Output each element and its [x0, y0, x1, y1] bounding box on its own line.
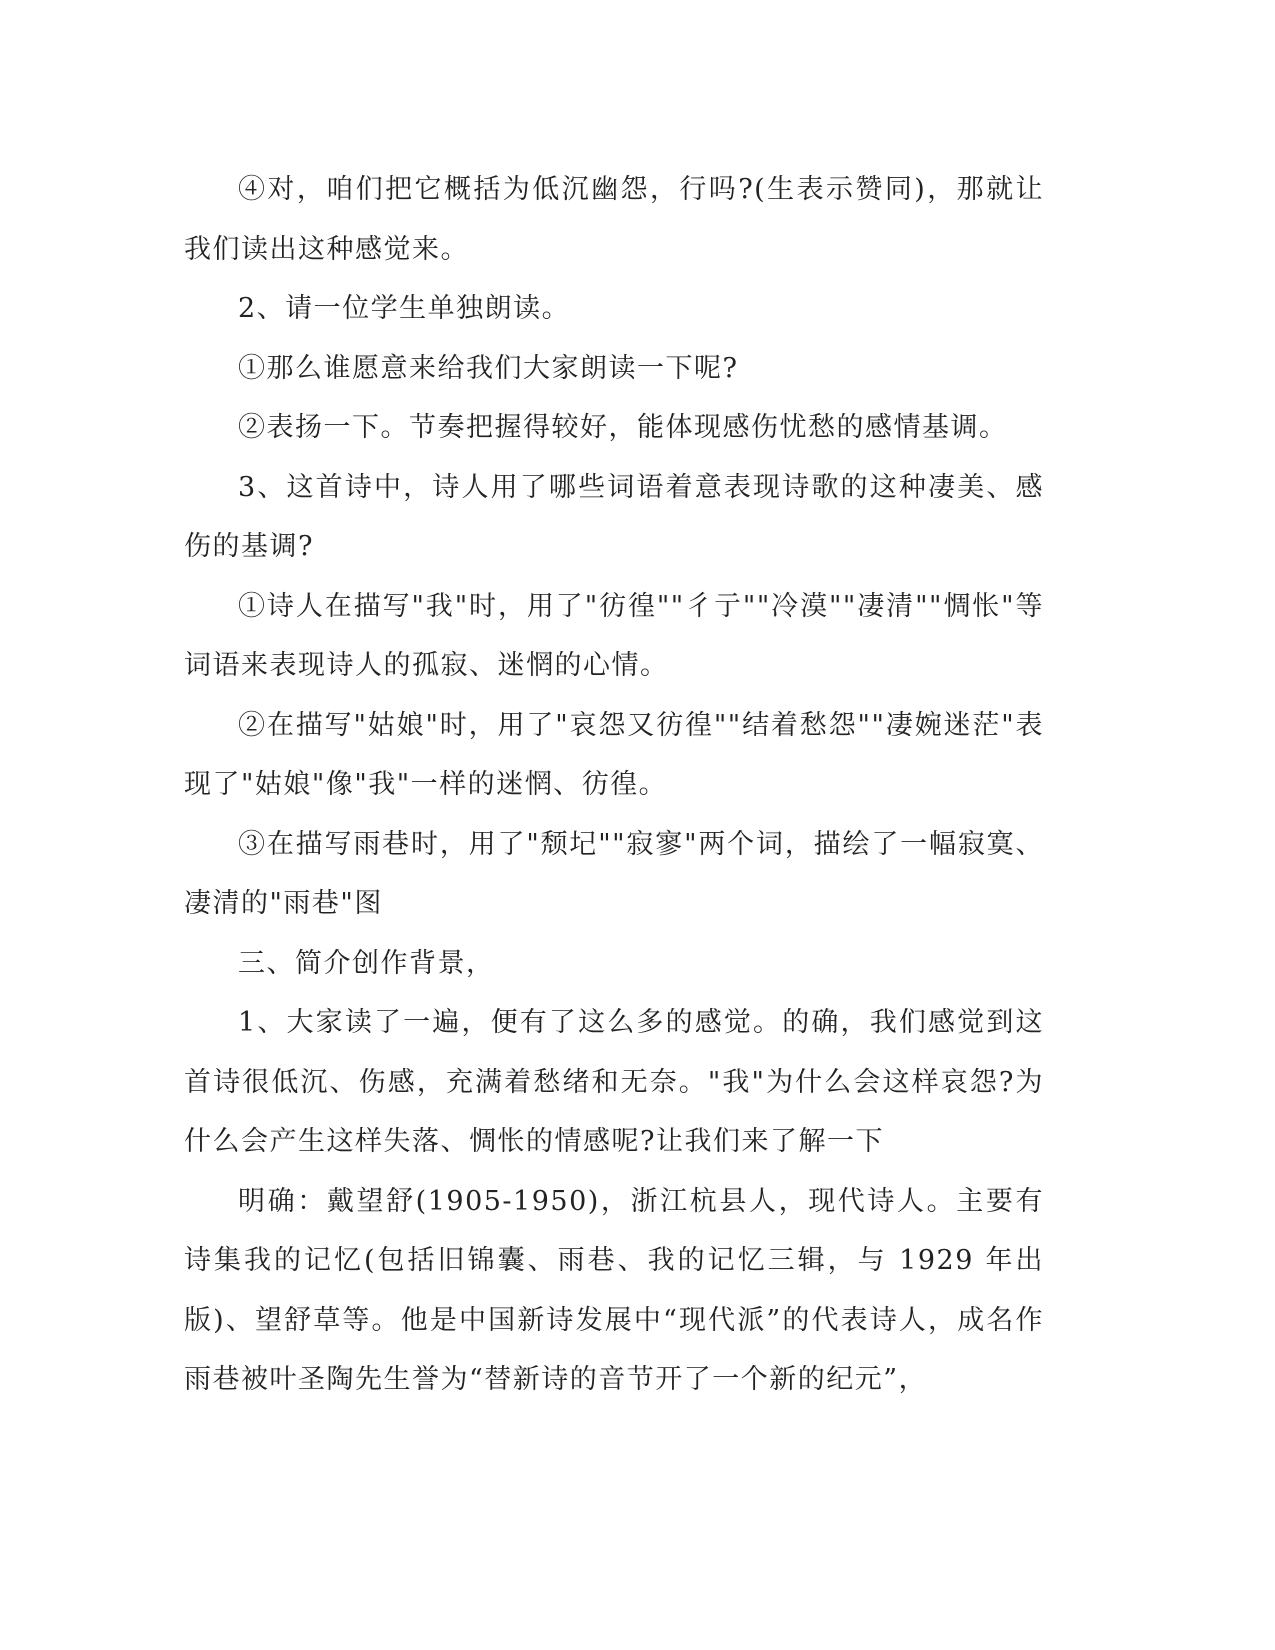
paragraph: ①诗人在描写"我"时，用了"彷徨""彳亍""冷漠""凄清""惆怅"等词语来表现诗人的孤寂、迷惘的心情。 — [184, 590, 1044, 681]
section-heading: 三、简介创作背景， — [238, 947, 495, 979]
paragraph: 3、这首诗中，诗人用了哪些词语着意表现诗歌的这种凄美、感伤的基调? — [184, 471, 1044, 562]
paragraph: 2、请一位学生单独朗读。 — [238, 293, 571, 324]
document-body — [184, 160, 1044, 1410]
paragraph: 1、大家读了一遍，便有了这么多的感觉。的确，我们感觉到这首诗很低沉、伤感，充满着愁绪和无奈。"我"为什么会这样哀怨?为什么会产生这样失落、惆怅的情感呢?让我们来了解一下 — [184, 1007, 1044, 1157]
paragraph: ②在描写"姑娘"时，用了"哀怨又彷徨""结着愁怨""凄婉迷茫"表现了"姑娘"像"我"一样的迷惘、彷徨。 — [184, 709, 1044, 800]
paragraph: 明确：戴望舒(1905-1950)，浙江杭县人，现代诗人。主要有诗集我的记忆(包括旧锦囊、雨巷、我的记忆三辑，与 1929 年出版)、望舒草等。他是中国新诗发展中“现代派”的代表诗人，成名作雨巷被叶圣陶先生誉为“替新诗的音节开了一个新的纪元”， — [184, 1185, 1044, 1395]
paragraph: ③在描写雨巷时，用了"颓圮""寂寥"两个词，描绘了一幅寂寞、凄清的"雨巷"图 — [184, 828, 1044, 919]
paragraph: ①那么谁愿意来给我们大家朗读一下呢? — [238, 352, 739, 384]
paragraph: ④对，咱们把它概括为低沉幽怨，行吗?(生表示赞同)，那就让我们读出这种感觉来。 — [184, 174, 1044, 265]
paragraph: ②表扬一下。节奏把握得较好，能体现感伤忧愁的感情基调。 — [238, 412, 1008, 443]
